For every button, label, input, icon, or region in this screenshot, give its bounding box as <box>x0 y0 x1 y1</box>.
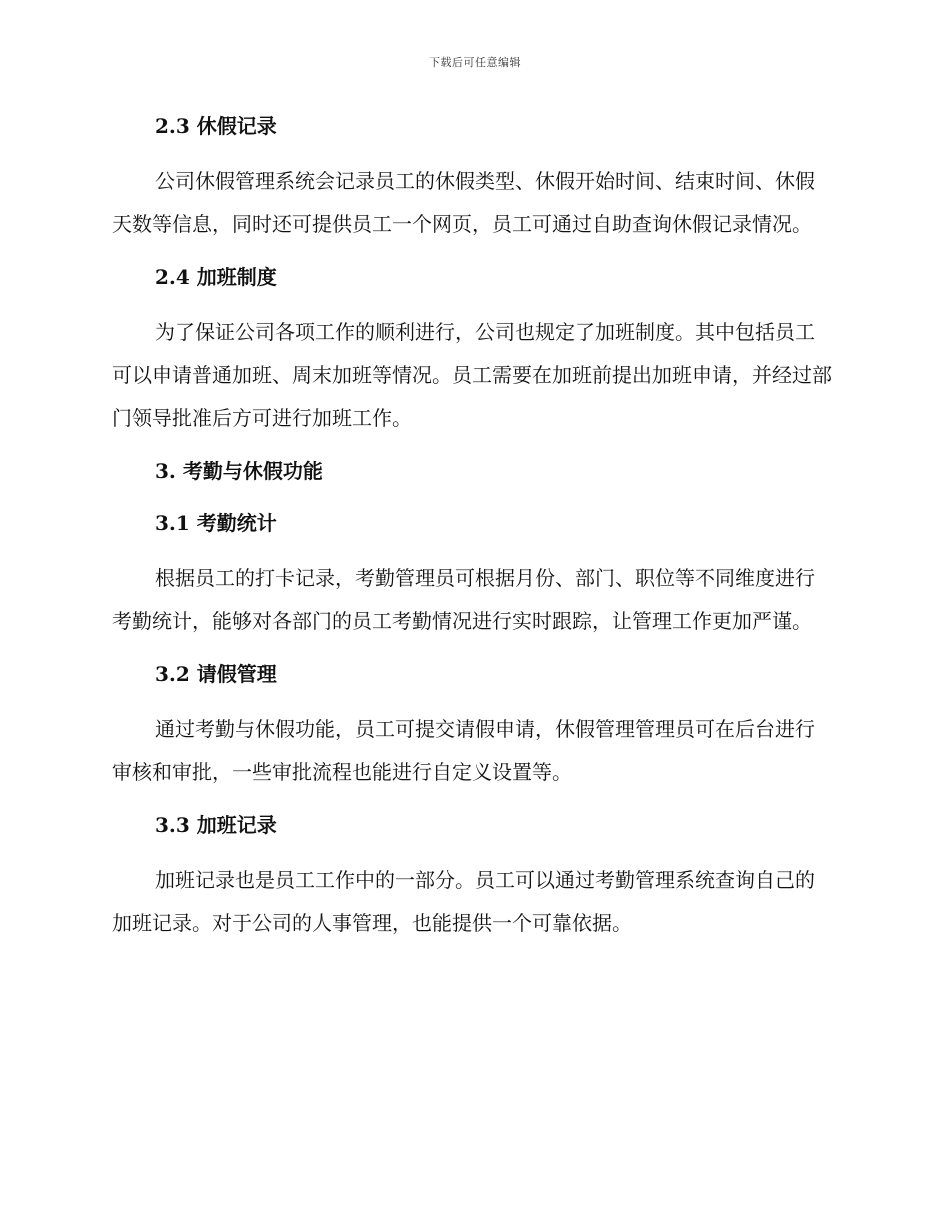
section-heading-3: 3. 考勤与休假功能 <box>155 459 323 483</box>
paragraph-attendance-stats: 根据员工的打卡记录，考勤管理员可根据月份、部门、职位等不同维度进行考勤统计，能够对各部门的员工考勤情况进行实时跟踪，让管理工作更加严谨。 <box>112 566 815 633</box>
paragraph-leave-management: 通过考勤与休假功能，员工可提交请假申请，休假管理管理员可在后台进行审核和审批，一些审批流程也能进行自定义设置等。 <box>112 717 815 784</box>
section-heading-3-1: 3.1 考勤统计 <box>155 511 277 535</box>
section-heading-3-3: 3.3 加班记录 <box>155 813 277 837</box>
header-note: 下载后可任意编辑 <box>429 56 521 69</box>
section-heading-2-4: 2.4 加班制度 <box>155 265 277 289</box>
paragraph-overtime-policy: 为了保证公司各项工作的顺利进行，公司也规定了加班制度。其中包括员工可以申请普通加班、周末加班等情况。员工需要在加班前提出加班申请，并经过部门领导批准后方可进行加班工作。 <box>112 320 832 430</box>
document-body <box>112 108 832 958</box>
section-heading-3-2: 3.2 请假管理 <box>155 662 277 686</box>
section-heading-2-3: 2.3 休假记录 <box>155 114 277 138</box>
paragraph-leave-records: 公司休假管理系统会记录员工的休假类型、休假开始时间、结束时间、休假天数等信息，同时还可提供员工一个网页，员工可通过自助查询休假记录情况。 <box>112 169 815 236</box>
paragraph-overtime-records: 加班记录也是员工工作中的一部分。员工可以通过考勤管理系统查询自己的加班记录。对于公司的人事管理，也能提供一个可靠依据。 <box>112 868 815 935</box>
